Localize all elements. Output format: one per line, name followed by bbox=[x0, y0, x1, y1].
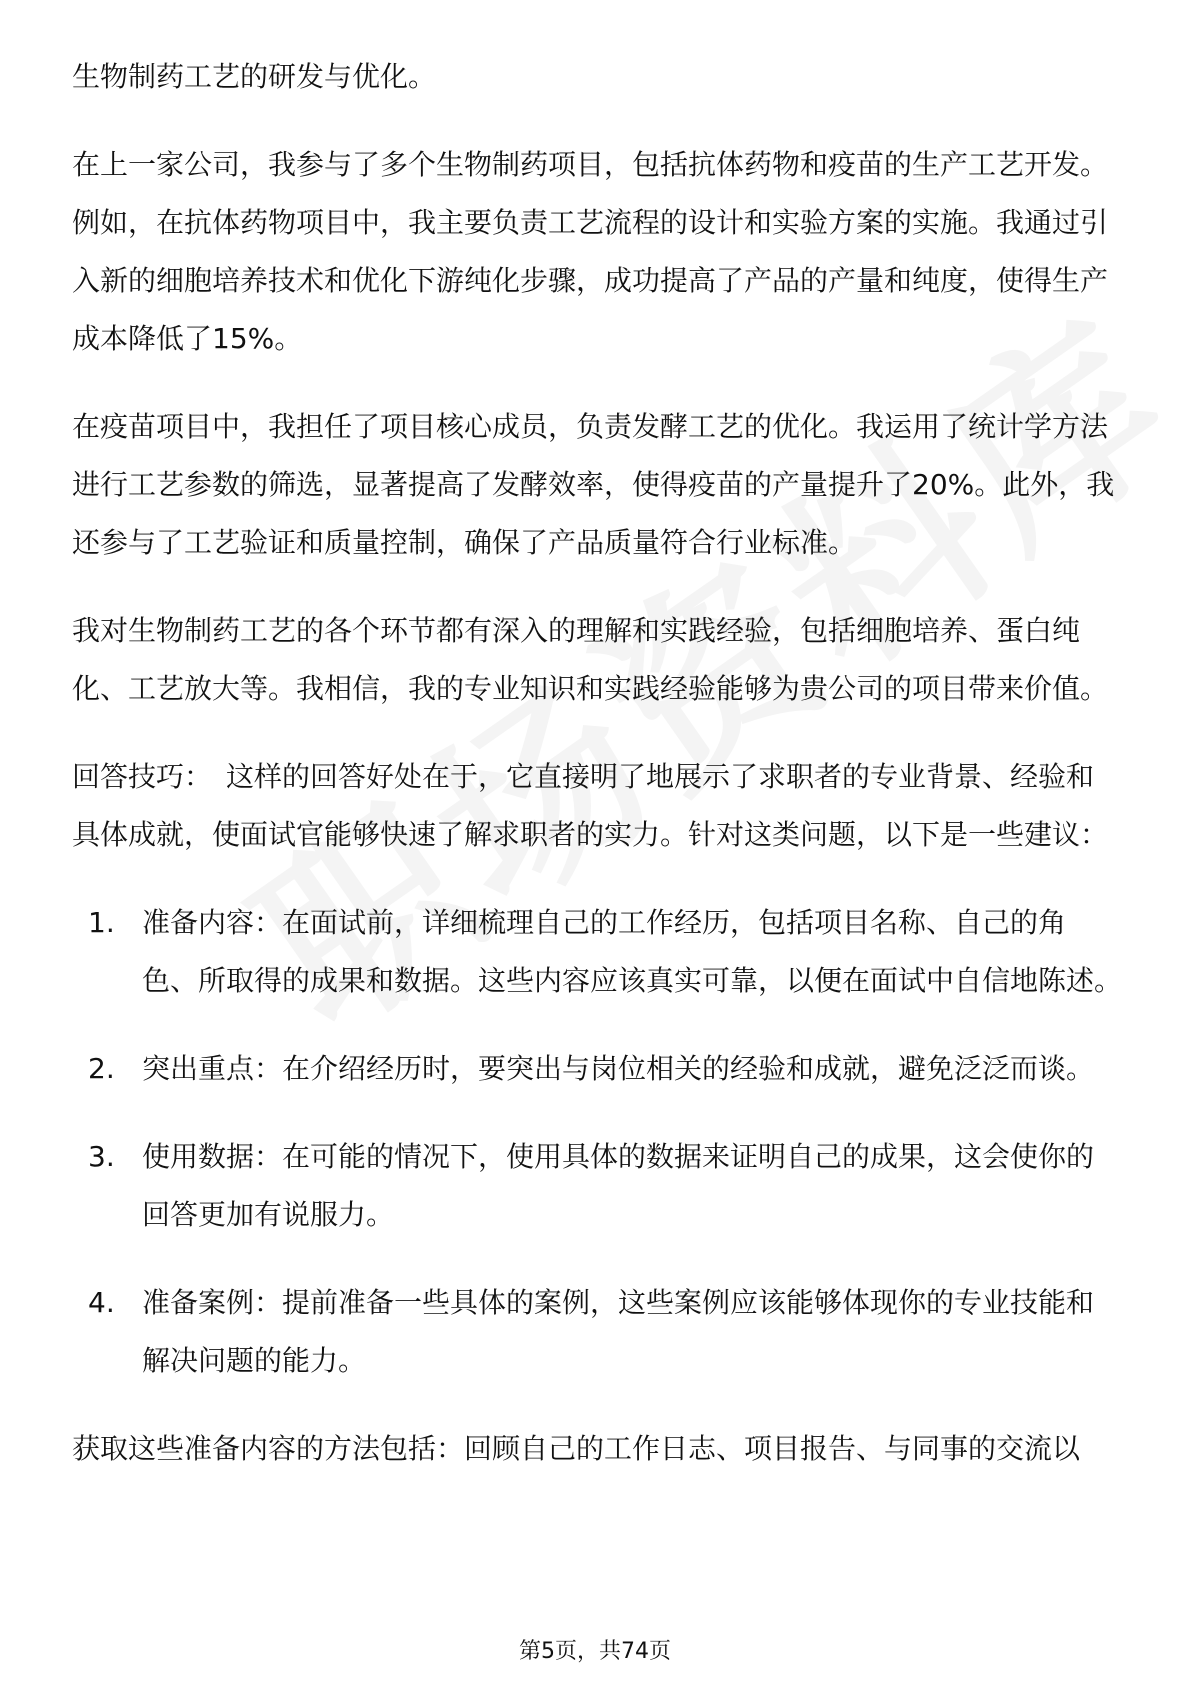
list-item-text: 在面试前，详细梳理自己的工作经历，包括项目名称、自己的角色、所取得的成果和数据。这些内容应该真实可靠，以便在面试中自信地陈述。 bbox=[142, 906, 1123, 997]
list-item-number: 1. bbox=[88, 906, 115, 939]
list-item-number: 2. bbox=[88, 1052, 115, 1085]
paragraph-vaccine-project: 在疫苗项目中，我担任了项目核心成员，负责发酵工艺的优化。我运用了统计学方法进行工艺参数的筛选，显著提高了发酵效率，使得疫苗的产量提升了20%。此外，我还参与了工艺验证和质量控制，确保了产品质量符合行业标准。 bbox=[72, 410, 1115, 559]
list-item-title: 准备内容： bbox=[142, 906, 283, 939]
list-item-title: 使用数据： bbox=[142, 1140, 283, 1173]
list-item bbox=[88, 1128, 1122, 1244]
list-item-text: 在可能的情况下，使用具体的数据来证明自己的成果，这会使你的回答更加有说服力。 bbox=[142, 1140, 1095, 1231]
list-item-number: 4. bbox=[88, 1286, 115, 1319]
list-item bbox=[88, 1040, 1122, 1098]
document-body bbox=[72, 48, 1122, 1508]
list-item bbox=[88, 1274, 1122, 1390]
paragraph-antibody-project: 在上一家公司，我参与了多个生物制药项目，包括抗体药物和疫苗的生产工艺开发。例如，在抗体药物项目中，我主要负责工艺流程的设计和实验方案的实施。我通过引入新的细胞培养技术和优化下游纯化步骤，成功提高了产品的产量和纯度，使得生产成本降低了15%。 bbox=[72, 148, 1109, 355]
list-item-text: 在介绍经历时，要突出与岗位相关的经验和成就，避免泛泛而谈。 bbox=[282, 1052, 1095, 1085]
paragraph-closing: 获取这些准备内容的方法包括：回顾自己的工作日志、项目报告、与同事的交流以 bbox=[72, 1432, 1081, 1465]
tips-label: 回答技巧： bbox=[72, 760, 213, 793]
tips-text: 这样的回答好处在于，它直接明了地展示了求职者的专业背景、经验和具体成就，使面试官能够快速了解求职者的实力。针对这类问题，以下是一些建议： bbox=[72, 760, 1109, 851]
list-item-title: 准备案例： bbox=[142, 1286, 283, 1319]
list-item-text: 提前准备一些具体的案例，这些案例应该能够体现你的专业技能和解决问题的能力。 bbox=[142, 1286, 1095, 1377]
answer-tips bbox=[72, 748, 1122, 864]
paragraph-summary: 我对生物制药工艺的各个环节都有深入的理解和实践经验，包括细胞培养、蛋白纯化、工艺放大等。我相信，我的专业知识和实践经验能够为贵公司的项目带来价值。 bbox=[72, 614, 1109, 705]
suggestion-list bbox=[72, 894, 1122, 1390]
paragraph-intro: 生物制药工艺的研发与优化。 bbox=[72, 60, 437, 93]
list-item-number: 3. bbox=[88, 1140, 115, 1173]
list-item bbox=[88, 894, 1122, 1010]
page-number: 第5页，共74页 bbox=[519, 1639, 671, 1664]
list-item-title: 突出重点： bbox=[142, 1052, 283, 1085]
